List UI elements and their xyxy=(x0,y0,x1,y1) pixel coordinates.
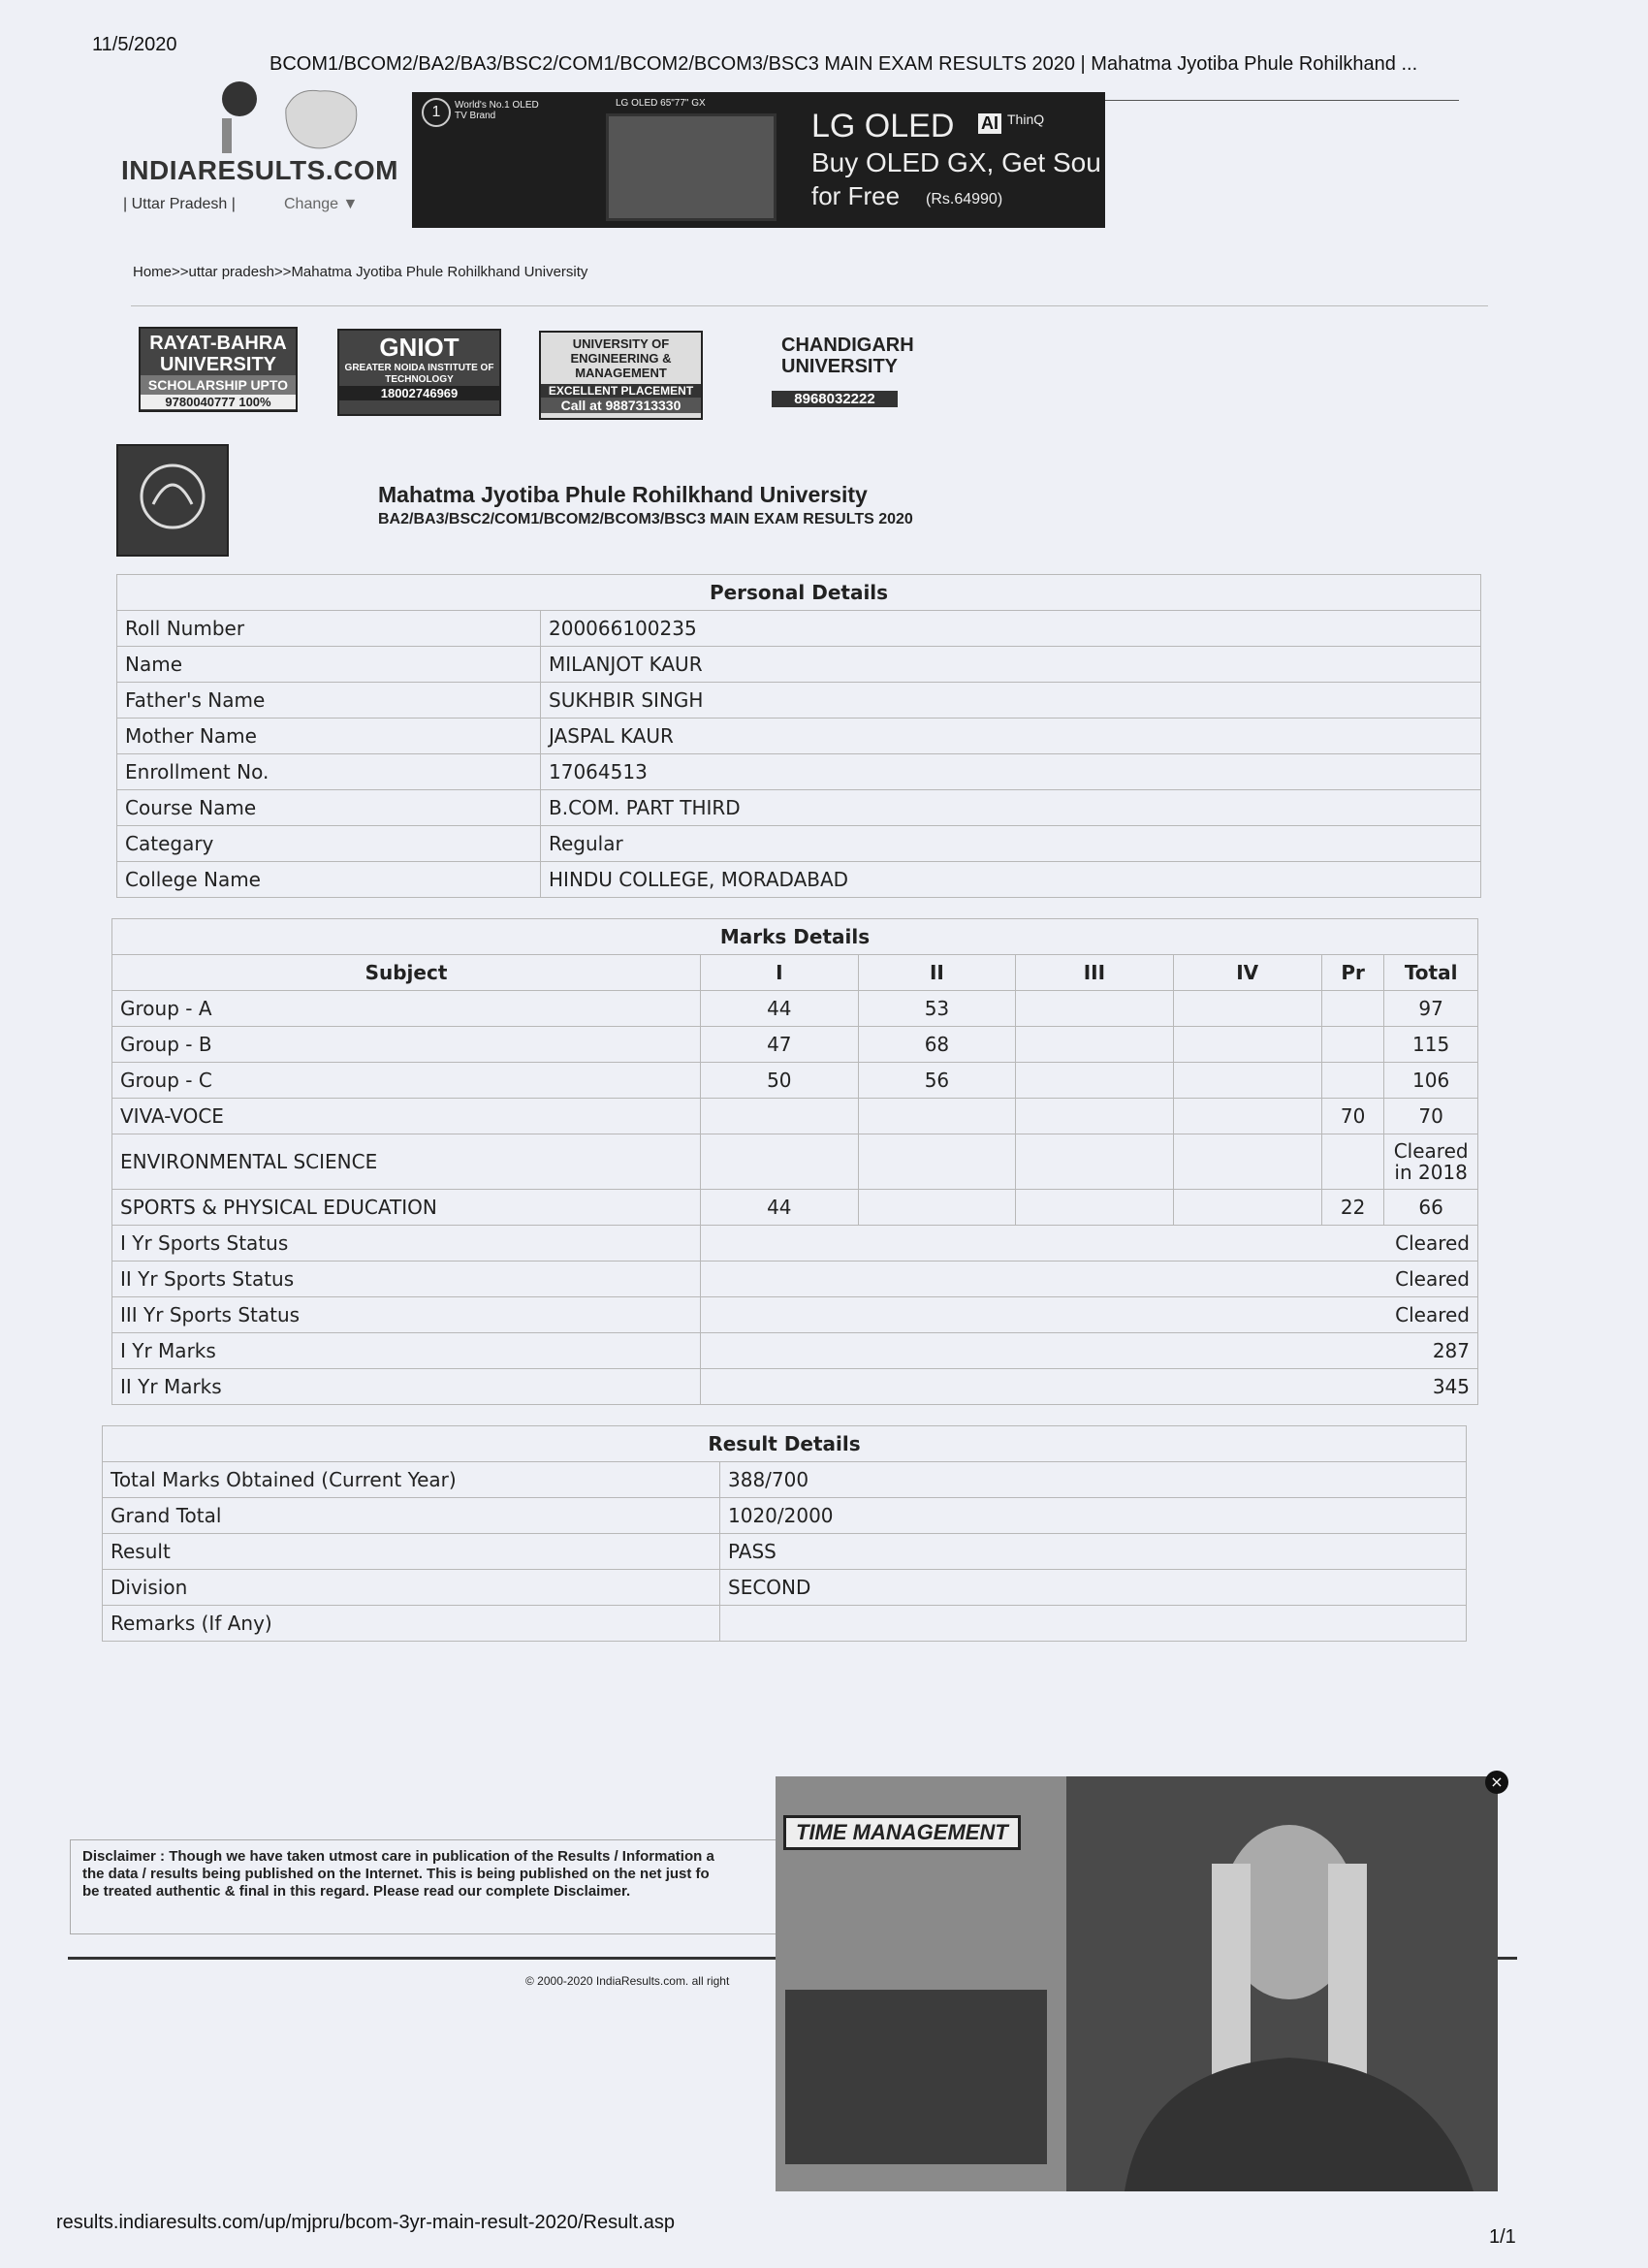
result-details-table xyxy=(102,1425,1467,1642)
mark-total: 97 xyxy=(1384,991,1478,1027)
mark-total: 106 xyxy=(1384,1063,1478,1099)
field-value: JASPAL KAUR xyxy=(541,719,1481,754)
status-value: Cleared xyxy=(701,1297,1478,1333)
result-value: 388/700 xyxy=(720,1462,1467,1498)
result-value: SECOND xyxy=(720,1570,1467,1606)
university-crest-icon xyxy=(116,444,229,557)
table-row xyxy=(117,647,1481,683)
popup-close-button[interactable]: × xyxy=(1485,1771,1508,1794)
field-value: B.COM. PART THIRD xyxy=(541,790,1481,826)
table-row xyxy=(112,1333,1478,1369)
mark-pr xyxy=(1321,991,1383,1027)
status-value: 345 xyxy=(701,1369,1478,1405)
print-title: BCOM1/BCOM2/BA2/BA3/BSC2/COM1/BCOM2/BCOM3/BSC3 MAIN EXAM RESULTS 2020 | Mahatma Jyotiba Phule Rohilkhand ... xyxy=(269,53,1418,75)
change-state-link[interactable]: Change ▼ xyxy=(284,196,359,212)
mark-iv xyxy=(1173,991,1321,1027)
sponsor-rayat-bahra[interactable]: RAYAT-BAHRA UNIVERSITY SCHOLARSHIP UPTO 9780040777 100% xyxy=(139,327,298,412)
table-row xyxy=(103,1462,1467,1498)
marks-heading: Marks Details xyxy=(112,919,1478,955)
table-row xyxy=(112,991,1478,1027)
table-row xyxy=(112,1369,1478,1405)
sponsor-chandigarh[interactable]: CHANDIGARH UNIVERSITY 8968032222 xyxy=(743,335,898,418)
state-label: | Uttar Pradesh | xyxy=(123,196,236,212)
result-label: Grand Total xyxy=(103,1498,720,1534)
result-label: Remarks (If Any) xyxy=(103,1606,720,1642)
field-label: Roll Number xyxy=(117,611,541,647)
field-value: HINDU COLLEGE, MORADABAD xyxy=(541,862,1481,898)
mark-ii xyxy=(858,1190,1016,1226)
table-row xyxy=(112,1262,1478,1297)
subject-name: Group - A xyxy=(112,991,701,1027)
result-value: 1020/2000 xyxy=(720,1498,1467,1534)
field-label: Father's Name xyxy=(117,683,541,719)
subject-name: Group - B xyxy=(112,1027,701,1063)
field-value: 17064513 xyxy=(541,754,1481,790)
result-label: Division xyxy=(103,1570,720,1606)
ad-model: LG OLED 65"77" GX xyxy=(616,98,706,109)
table-row xyxy=(112,1297,1478,1333)
mark-total: 70 xyxy=(1384,1099,1478,1134)
mark-iv xyxy=(1173,1190,1321,1226)
field-label: Course Name xyxy=(117,790,541,826)
column-header: Total xyxy=(1384,955,1478,991)
status-label: I Yr Sports Status xyxy=(112,1226,701,1262)
mark-ii xyxy=(858,1134,1016,1190)
table-row xyxy=(112,1190,1478,1226)
exam-title: BA2/BA3/BSC2/COM1/BCOM2/BCOM3/BSC3 MAIN EXAM RESULTS 2020 xyxy=(378,511,913,527)
field-label: Categary xyxy=(117,826,541,862)
field-label: Name xyxy=(117,647,541,683)
field-value: Regular xyxy=(541,826,1481,862)
top-ad-banner[interactable] xyxy=(412,92,1105,228)
mark-ii: 56 xyxy=(858,1063,1016,1099)
field-label: Enrollment No. xyxy=(117,754,541,790)
personal-details-table xyxy=(116,574,1481,898)
disclaimer-box xyxy=(70,1839,832,1934)
mark-pr xyxy=(1321,1027,1383,1063)
ad-brand-tag: World's No.1 OLED TV Brand xyxy=(455,100,539,121)
mark-ii xyxy=(858,1099,1016,1134)
table-row xyxy=(112,1063,1478,1099)
tv-image xyxy=(606,113,776,221)
mark-ii: 53 xyxy=(858,991,1016,1027)
mark-iv xyxy=(1173,1063,1321,1099)
table-row xyxy=(117,611,1481,647)
mark-total: Cleared in 2018 xyxy=(1384,1134,1478,1190)
breadcrumb[interactable]: Home>>uttar pradesh>>Mahatma Jyotiba Phule Rohilkhand University xyxy=(133,264,588,280)
result-value: PASS xyxy=(720,1534,1467,1570)
ad-ai-badge: AI xyxy=(978,113,1001,134)
mark-ii: 68 xyxy=(858,1027,1016,1063)
column-header: III xyxy=(1016,955,1173,991)
ad-headline: LG OLED xyxy=(811,108,955,144)
table-row xyxy=(112,1226,1478,1262)
mark-i xyxy=(701,1099,859,1134)
ad-badge: 1 xyxy=(422,98,451,127)
table-row xyxy=(103,1606,1467,1642)
mark-iii xyxy=(1016,991,1173,1027)
mark-iii xyxy=(1016,1134,1173,1190)
result-label: Total Marks Obtained (Current Year) xyxy=(103,1462,720,1498)
mark-pr: 22 xyxy=(1321,1190,1383,1226)
mark-i: 44 xyxy=(701,991,859,1027)
up-map-icon xyxy=(276,80,364,157)
mark-iii xyxy=(1016,1099,1173,1134)
mark-total: 115 xyxy=(1384,1027,1478,1063)
mark-iii xyxy=(1016,1190,1173,1226)
field-label: College Name xyxy=(117,862,541,898)
result-label: Result xyxy=(103,1534,720,1570)
column-header-row xyxy=(112,955,1478,991)
field-label: Mother Name xyxy=(117,719,541,754)
table-row xyxy=(117,719,1481,754)
disclaimer-line3[interactable]: be treated authentic & final in this regard. Please read our complete Disclaimer. xyxy=(82,1883,631,1900)
table-row xyxy=(103,1570,1467,1606)
table-row xyxy=(117,683,1481,719)
field-value: MILANJOT KAUR xyxy=(541,647,1481,683)
ad-line3: for Free xyxy=(811,181,901,210)
mark-iv xyxy=(1173,1099,1321,1134)
status-label: III Yr Sports Status xyxy=(112,1297,701,1333)
university-name: Mahatma Jyotiba Phule Rohilkhand University xyxy=(378,482,868,507)
bookshelf-image xyxy=(785,1990,1047,2164)
ad-line2: Buy OLED GX, Get Sou xyxy=(811,147,1101,177)
column-header: IV xyxy=(1173,955,1321,991)
disclaimer-prefix: Disclaimer : xyxy=(82,1848,166,1865)
mark-total: 66 xyxy=(1384,1190,1478,1226)
status-value: 287 xyxy=(701,1333,1478,1369)
mark-i: 50 xyxy=(701,1063,859,1099)
table-row xyxy=(117,862,1481,898)
result-value xyxy=(720,1606,1467,1642)
popup-ad-title: TIME MANAGEMENT xyxy=(783,1815,1021,1850)
table-row xyxy=(103,1534,1467,1570)
ad-price: (Rs.64990) xyxy=(926,191,1003,208)
field-value: SUKHBIR SINGH xyxy=(541,683,1481,719)
site-logo-icon[interactable] xyxy=(218,78,267,155)
mark-pr xyxy=(1321,1063,1383,1099)
presenter-image xyxy=(1066,1776,1498,2191)
column-header: I xyxy=(701,955,859,991)
mark-pr xyxy=(1321,1134,1383,1190)
sponsor-uem[interactable]: UNIVERSITY OF ENGINEERING & MANAGEMENT EXCELLENT PLACEMENT Call at 9887313330 xyxy=(539,331,703,420)
subject-name: ENVIRONMENTAL SCIENCE xyxy=(112,1134,701,1190)
sponsor-gniot[interactable]: GNIOT GREATER NOIDA INSTITUTE OF TECHNOLOGY 18002746969 xyxy=(337,329,501,416)
subject-name: Group - C xyxy=(112,1063,701,1099)
table-row xyxy=(117,826,1481,862)
status-value: Cleared xyxy=(701,1226,1478,1262)
mark-iv xyxy=(1173,1027,1321,1063)
mark-i: 44 xyxy=(701,1190,859,1226)
table-row xyxy=(112,1134,1478,1190)
field-value: 200066100235 xyxy=(541,611,1481,647)
mark-iii xyxy=(1016,1027,1173,1063)
table-row xyxy=(103,1498,1467,1534)
mark-i: 47 xyxy=(701,1027,859,1063)
site-logo-text[interactable]: INDIARESULTS.COM xyxy=(121,155,398,185)
disclaimer-line2: the data / results being published on the Internet. This is being published on the net just fo xyxy=(82,1866,710,1882)
print-page: 1/1 xyxy=(1489,2226,1516,2248)
personal-heading: Personal Details xyxy=(117,575,1481,611)
subject-name: SPORTS & PHYSICAL EDUCATION xyxy=(112,1190,701,1226)
mark-iv xyxy=(1173,1134,1321,1190)
subject-name: VIVA-VOCE xyxy=(112,1099,701,1134)
table-row xyxy=(112,1099,1478,1134)
disclaimer-line1: Though we have taken utmost care in publication of the Results / Information a xyxy=(169,1848,714,1865)
print-date: 11/5/2020 xyxy=(92,34,177,55)
table-row xyxy=(117,754,1481,790)
status-label: II Yr Sports Status xyxy=(112,1262,701,1297)
mark-pr: 70 xyxy=(1321,1099,1383,1134)
column-header: Pr xyxy=(1321,955,1383,991)
mark-i xyxy=(701,1134,859,1190)
table-row xyxy=(112,1027,1478,1063)
print-url: results.indiaresults.com/up/mjpru/bcom-3yr-main-result-2020/Result.asp xyxy=(56,2212,676,2233)
table-row xyxy=(117,790,1481,826)
column-header: II xyxy=(858,955,1016,991)
status-label: I Yr Marks xyxy=(112,1333,701,1369)
column-header: Subject xyxy=(112,955,701,991)
status-label: II Yr Marks xyxy=(112,1369,701,1405)
mark-iii xyxy=(1016,1063,1173,1099)
popup-video-ad[interactable] xyxy=(776,1776,1498,2191)
ad-thinq: ThinQ xyxy=(1007,112,1045,127)
copyright: © 2000-2020 IndiaResults.com. all right xyxy=(525,1974,730,1988)
result-heading: Result Details xyxy=(103,1426,1467,1462)
marks-details-table xyxy=(111,918,1478,1405)
status-value: Cleared xyxy=(701,1262,1478,1297)
